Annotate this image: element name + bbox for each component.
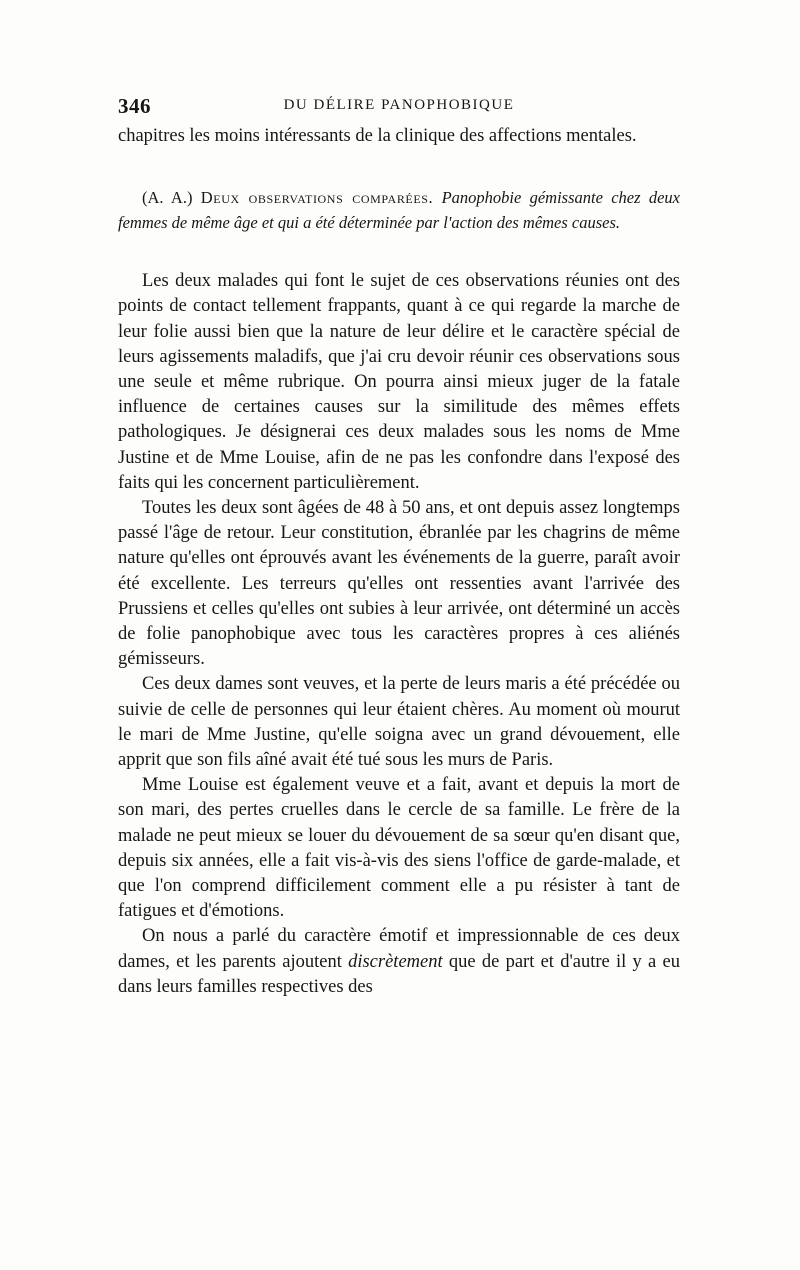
paragraph: Ces deux dames sont veuves, et la perte de leurs maris a été précédée ou suivie de celle de personnes qui leur étaient chères. Au moment où mourut le mari de Mme Justine, qu'elle soigna avec un grand dévouement, elle apprit que son fils aîné avait été tué sous les murs de Paris. [118,674,680,771]
last-paragraph-end: que de part et d'autre il y a eu dans leurs familles respectives des [118,951,680,997]
running-head: DU DÉLIRE PANOPHOBIQUE [283,97,515,113]
page-header [118,94,680,122]
last-paragraph-start: On nous a parlé du caractère émotif et impressionnable de ces deux dames, et les parents ajoutent [118,926,680,972]
section-heading: Deux observations comparées. [200,188,434,208]
section-heading-block [118,185,680,235]
section-title: Panophobie gémissante chez deux femmes de même âge et qui a été déterminée par l'action des mêmes causes. [118,188,680,233]
section-label: (A. A.) [142,188,193,208]
page-body [118,124,680,1000]
continuation-paragraph: chapitres les moins intéressants de la clinique des affections mentales. [118,126,637,146]
page-number: 346 [118,94,151,118]
emphasized-word: discrètement [348,951,443,972]
last-paragraph [118,924,680,1000]
paragraph: Mme Louise est également veuve et a fait, avant et depuis la mort de son mari, des pertes cruelles dans le cercle de sa famille. Le frère de la malade ne peut mieux se louer du dévouement de sa sœur qu'en disant que, depuis six années, elle a fait vis-à-vis des siens l'office de garde-malade, et que l'on comprend difficilement comment elle a pu résister à tant de fatigues et d'émotions. [118,775,680,922]
paragraph: Les deux malades qui font le sujet de ces observations réunies ont des points de contact tellement frappants, quant à ce qui regarde la marche de leur folie aussi bien que la nature de leur délire et le caractère spécial de leurs agissements maladifs, que j'ai cru devoir réunir ces observations sous une seule et même rubrique. On pourra ainsi mieux juger de la fatale influence de certaines causes sur la similitude des mêmes effets pathologiques. Je désignerai ces deux malades sous les noms de Mme Justine et de Mme Louise, afin de ne pas les confondre dans l'exposé des faits qui les concernent particulièrement. [118,271,680,493]
paragraph: Toutes les deux sont âgées de 48 à 50 ans, et ont depuis assez longtemps passé l'âge de retour. Leur constitution, ébranlée par les chagrins de même nature qu'elles ont éprouvés avant les événements de la guerre, paraît avoir été excellente. Les terreurs qu'elles ont ressenties avant l'arrivée des Prussiens et celles qu'elles ont subies à leur arrivée, ont déterminé un accès de folie panophobique avec tous les caractères propres à ces aliénés gémisseurs. [118,498,680,670]
